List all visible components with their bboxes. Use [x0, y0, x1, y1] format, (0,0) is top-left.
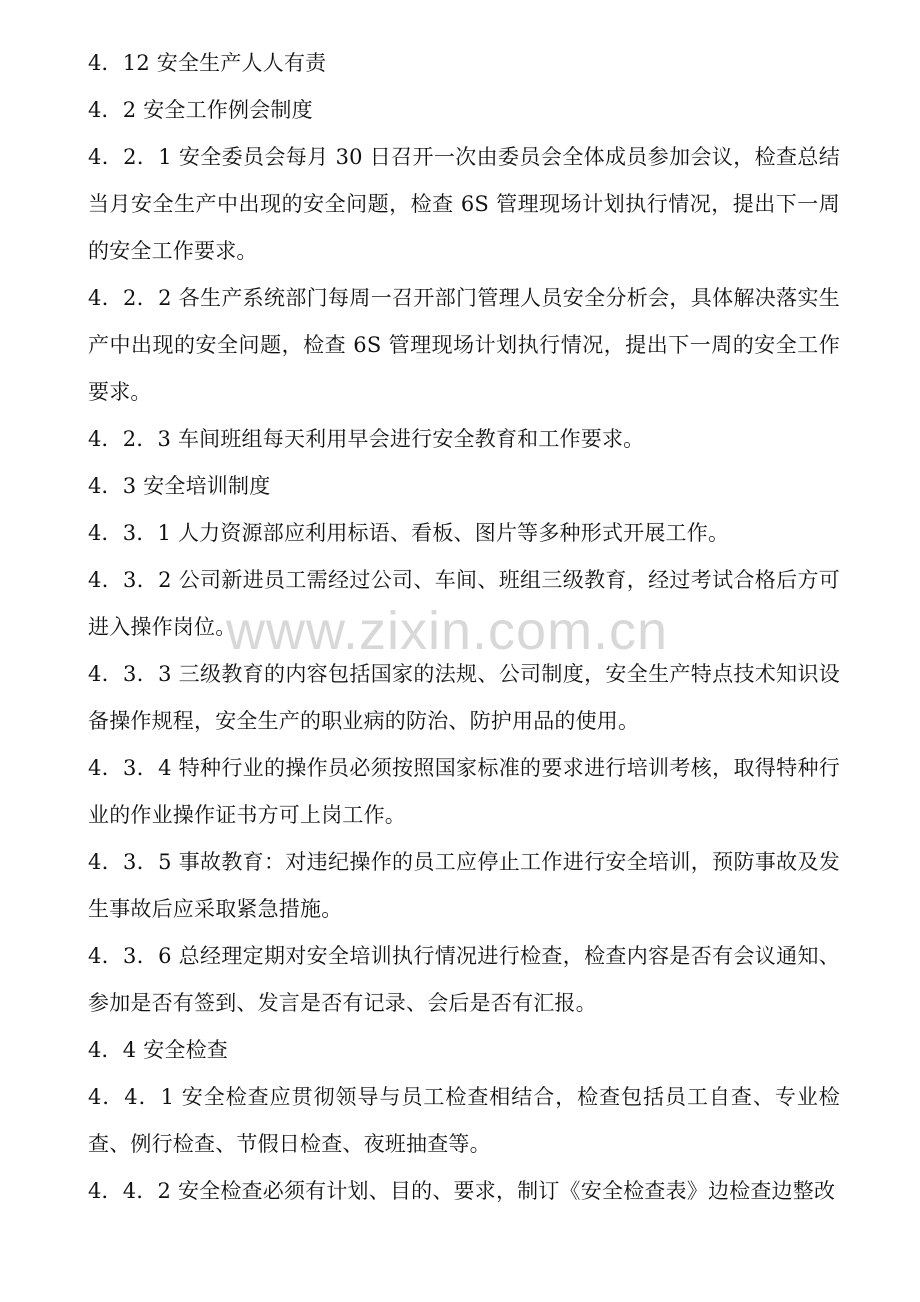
paragraph-4-3-6: 4．3．6 总经理定期对安全培训执行情况进行检查，检查内容是否有会议通知、参加是否有签到、发言是否有记录、会后是否有汇报。 [88, 944, 840, 1015]
paragraph-4-12: 4．12 安全生产人人有责 [88, 51, 327, 75]
paragraph-4-2-1: 4．2．1 安全委员会每月 30 日召开一次由委员会全体成员参加会议，检查总结当月安全生产中出现的安全问题，检查 6S 管理现场计划执行情况，提出下一周的安全工作要求。 [88, 145, 840, 263]
paragraph-4-3-5: 4．3．5 事故教育：对违纪操作的员工应停止工作进行安全培训，预防事故及发生事故后应采取紧急措施。 [88, 850, 840, 921]
paragraph-4-3-4: 4．3．4 特种行业的操作员必须按照国家标准的要求进行培训考核，取得特种行业的作业操作证书方可上岗工作。 [88, 756, 840, 827]
watermark: www.zixin.com.cn [226, 601, 669, 661]
paragraph-4-3-1: 4．3．1 人力资源部应利用标语、看板、图片等多种形式开展工作。 [88, 521, 730, 545]
heading-4-4: 4．4 安全检查 [88, 1038, 228, 1062]
paragraph-4-4-1: 4．4．1 安全检查应贯彻领导与员工检查相结合，检查包括员工自查、专业检查、例行检查、节假日检查、夜班抽查等。 [88, 1085, 840, 1156]
paragraph-4-4-2: 4．4．2 安全检查必须有计划、目的、要求，制订《安全检查表》边检查边整改 [88, 1179, 836, 1203]
paragraph-4-3-2: 4．3．2 公司新进员工需经过公司、车间、班组三级教育，经过考试合格后方可进入操作岗位。 [88, 568, 840, 639]
heading-4-3: 4．3 安全培训制度 [88, 474, 271, 498]
paragraph-4-2-3: 4．2．3 车间班组每天利用早会进行安全教育和工作要求。 [88, 427, 645, 451]
paragraph-4-3-3: 4．3．3 三级教育的内容包括国家的法规、公司制度，安全生产特点技术知识设备操作规程，安全生产的职业病的防治、防护用品的使用。 [88, 662, 840, 733]
heading-4-2: 4．2 安全工作例会制度 [88, 98, 313, 122]
paragraph-4-2-2: 4．2．2 各生产系统部门每周一召开部门管理人员安全分析会，具体解决落实生产中出现的安全问题，检查 6S 管理现场计划执行情况，提出下一周的安全工作要求。 [88, 286, 840, 404]
